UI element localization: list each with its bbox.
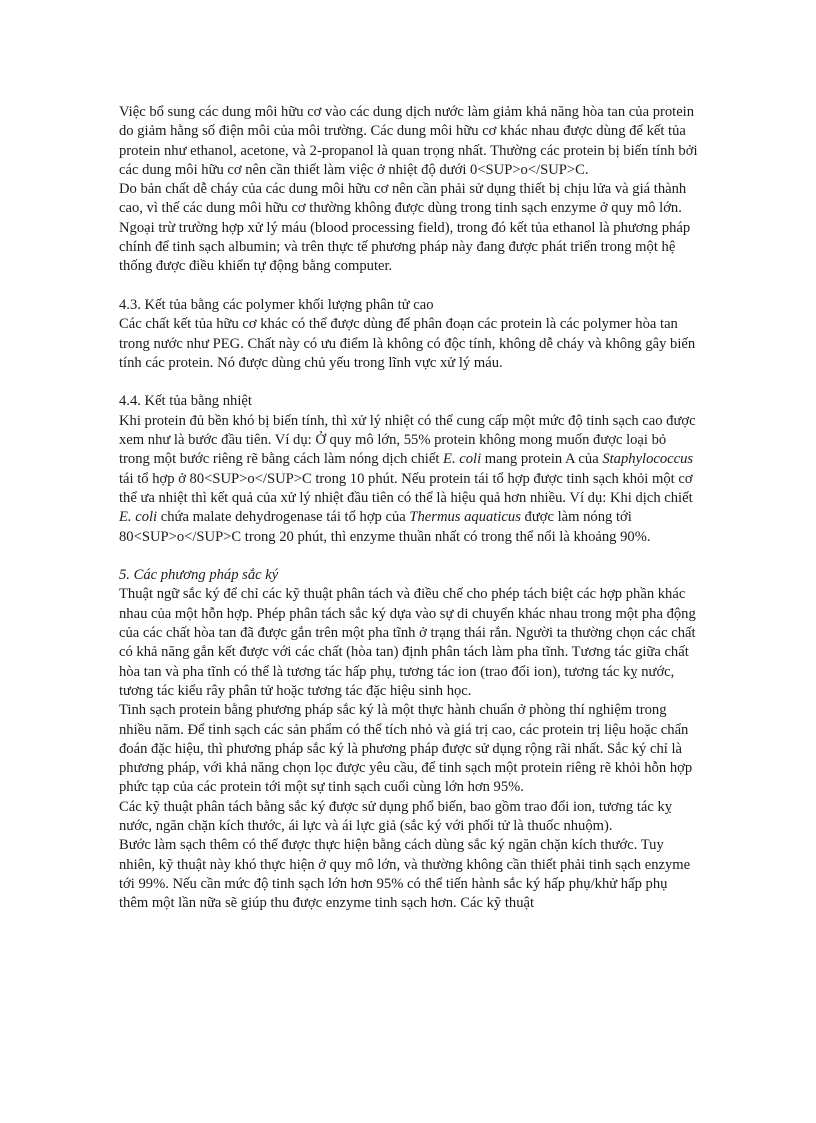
species-name: E. coli	[443, 451, 482, 468]
paragraph-flammability: Do bản chất dễ cháy của các dung môi hữu cơ nên cần phải sử dụng thiết bị chịu lửa và giá thành cao, vì thế các dung môi hữu cơ thường không được dùng trong tinh sạch enzyme ở quy mô lớn. Ngoại trừ trường hợp xử lý máu (blood processing field), trong đó kết tủa ethanol là phương pháp chính để tinh sạch albumin; và trên thực tế phương pháp này đang được phát triển trong một hệ thống được điều khiển tự động bằng computer.	[119, 181, 691, 275]
text-run: được làm nóng tới 80<SUP>o</SUP>C trong 20 phút, thì enzyme thuần nhất có trong thể nổi là khoảng 90%.	[119, 509, 651, 545]
text-run: chứa malate dehydrogenase tái tổ hợp của	[157, 509, 410, 526]
species-name: Staphylococcus	[602, 451, 694, 468]
text-run: mang protein A của	[481, 451, 603, 468]
paragraph-gap	[119, 277, 699, 296]
heading-section-5: 5. Các phương pháp sắc ký	[119, 567, 279, 584]
paragraph-heat-precipitation	[119, 412, 699, 547]
paragraph-chromatography-techniques: Các kỹ thuật phân tách bằng sắc ký được sử dụng phổ biến, bao gồm trao đổi ion, tương tác kỵ nước, ngăn chặn kích thước, ái lực và ái lực giả (sắc ký với phối tử là thuốc nhuộm).	[119, 798, 673, 834]
paragraph-chromatography-practice: Tinh sạch protein bằng phương pháp sắc ký là một thực hành chuẩn ở phòng thí nghiệm trong nhiều năm. Để tinh sạch các sản phẩm có thể tích nhỏ và giá trị cao, các protein trị liệu hoặc chẩn đoán đặc hiệu, thì phương pháp sắc ký là phương pháp được sử dụng rộng rãi nhất. Sắc ký chỉ là phương pháp, với khả năng chọn lọc được yêu cầu, để tinh sạch một protein riêng rẽ khỏi hỗn hợp phức tạp của các protein tới một sự tinh sạch cuối cùng lớn hơn 95%.	[119, 702, 693, 796]
paragraph-organic-solvents: Việc bổ sung các dung môi hữu cơ vào các dung dịch nước làm giảm khả năng hòa tan của protein do giảm hằng số điện môi của môi trường. Các dung môi hữu cơ khác nhau được dùng để kết tủa protein như ethanol, acetone, và 2-propanol là quan trọng nhất. Thường các protein bị biến tính bởi các dung môi hữu cơ nên cần thiết làm việc ở nhiệt độ dưới 0<SUP>o</SUP>C.	[119, 104, 698, 178]
document-page	[119, 103, 699, 913]
heading-section-4-3: 4.3. Kết tủa bằng các polymer khối lượng phân tử cao	[119, 296, 434, 313]
text-run: tái tổ hợp ở 80<SUP>o</SUP>C trong 10 phút. Nếu protein tái tổ hợp được tinh sạch khỏi một cơ thể ưa nhiệt thì kết quả của xử lý nhiệt đầu tiên có thể là hiệu quả hơn nhiều. Ví dụ: Khi dịch chiết	[119, 470, 693, 506]
species-name: Thermus aquaticus	[409, 509, 521, 526]
heading-section-4-4: 4.4. Kết tủa bằng nhiệt	[119, 393, 252, 410]
paragraph-polymer-precipitation: Các chất kết tủa hữu cơ khác có thể được dùng để phân đoạn các protein là các polymer hòa tan trong nước như PEG. Chất này có ưu điểm là không có độc tính, không dễ cháy và không gây biến tính các protein. Nó được dùng chủ yếu trong lĩnh vực xử lý máu.	[119, 316, 696, 371]
paragraph-gap	[119, 373, 699, 392]
paragraph-gap	[119, 547, 699, 566]
species-name: E. coli	[119, 509, 158, 526]
text-run: Khi protein đủ bền khó bị biến tính, thì xử lý nhiệt có thể cung cấp một mức độ tinh sạch cao được xem như là bước đầu tiên. Ví dụ: Ở quy mô lớn, 55% protein không mong muốn được loại bỏ trong một bước riêng rẽ bằng cách làm nóng dịch chiết	[119, 412, 696, 468]
paragraph-chromatography-definition: Thuật ngữ sắc ký để chỉ các kỹ thuật phân tách và điều chế cho phép tách biệt các hợp phần khác nhau của một hỗn hợp. Phép phân tách sắc ký dựa vào sự di chuyển khác nhau trong một pha động của các chất hòa tan đã được gắn trên một pha tĩnh ở trạng thái rắn. Người ta thường chọn các chất có khả năng gắn kết được với các chất (hòa tan) định phân tách làm pha tĩnh. Tương tác giữa chất hòa tan và pha tĩnh có thể là tương tác hấp phụ, tương tác ion (trao đổi ion), tương tác kỵ nước, tương tác kiểu rây phân tử hoặc tương tác đặc hiệu sinh học.	[119, 586, 696, 699]
paragraph-further-purification: Bước làm sạch thêm có thể được thực hiện bằng cách dùng sắc ký ngăn chặn kích thước. Tuy nhiên, kỹ thuật này khó thực hiện ở quy mô lớn, và thường không cần thiết phải tinh sạch enzyme tới 99%. Nếu cần mức độ tinh sạch lớn hơn 95% có thể tiến hành sắc ký hấp phụ/khử hấp phụ thêm một lần nữa sẽ giúp thu được enzyme tinh sạch hơn. Các kỹ thuật	[119, 837, 691, 912]
